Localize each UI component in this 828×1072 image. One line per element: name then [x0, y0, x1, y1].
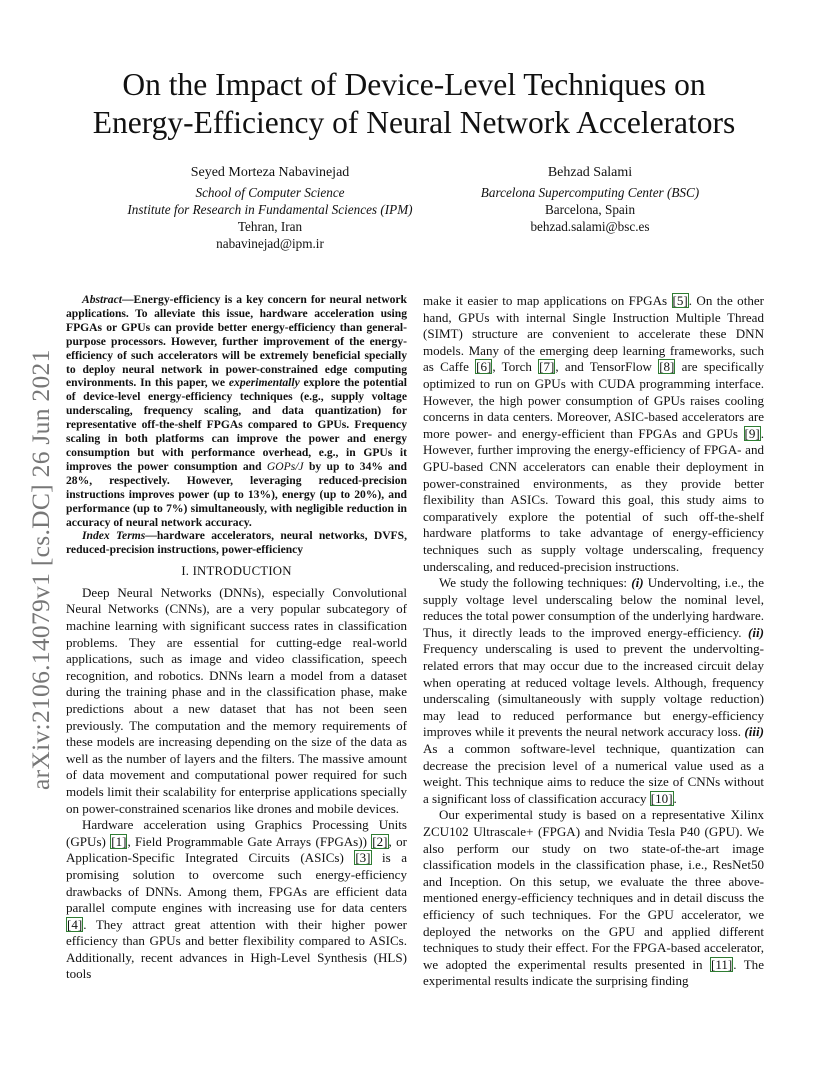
index-terms: Index Terms—hardware accelerators, neural networks, DVFS, reduced-precision instructions, power-efficiency: [66, 529, 407, 557]
author-name: Behzad Salami: [547, 165, 633, 180]
technique-marker: (i): [631, 575, 644, 591]
author-institution: Barcelona Supercomputing Center (BSC): [480, 185, 700, 200]
citation-link[interactable]: [5]: [672, 293, 688, 308]
arxiv-sidebar: [26, 290, 56, 790]
citation-link[interactable]: [6]: [476, 359, 492, 375]
author-block-2: [455, 164, 725, 235]
author-email[interactable]: behzad.salami@bsc.es: [530, 219, 650, 234]
author-name: Seyed Morteza Nabavinejad: [190, 165, 350, 180]
abstract: Abstract—Energy-efficiency is a key concern for neural network applications. To alleviate this issue, hardware acceleration using FPGAs or GPUs can provide better energy-efficiency than general-purpose processors. However, further improvement of the energy-efficiency of such accelerators will be extremely beneficial specially to deploy neural network in power-constrained edge computing environments. In this paper, we experimentally explore the potential of device-level energy-efficiency techniques (e.g., supply voltage underscaling, frequency scaling, and data quantization) for representative off-the-shelf FPGAs compared to GPUs. Frequency scaling in both platforms can improve the power and energy consumption but with performance overhead, e.g., in GPUs it improves the power consumption and GOPs/J by up to 34% and 28%, respectively. However, leveraging reduced-precision instructions improves power (up to 13%), energy (up to 20%), and performance (up to 7%) simultaneously, with negligible reduction in accuracy of neural network accuracy.: [66, 293, 407, 529]
right-column: [423, 293, 764, 990]
title-line-1: On the Impact of Device-Level Techniques on: [122, 67, 706, 102]
citation-link[interactable]: [2]: [372, 833, 388, 849]
left-column: [66, 293, 407, 983]
author-institution: Institute for Research in Fundamental Sciences (IPM): [127, 202, 413, 217]
author-email[interactable]: nabavinejad@ipm.ir: [216, 236, 324, 251]
intro-paragraph-4: Our experimental study is based on a representative Xilinx ZCU102 Ultrascale+ (FPGA) and Nvidia Tesla P40 (GPU). We also perform our study on two state-of-the-art image classification models in the classification phase, i.e., ResNet50 and Inception. On this setup, we evaluate the three above-mentioned energy-efficiency techniques and in detail discuss the efficiency of such techniques. For the GPU accelerator, we deployed the networks on the GPU and applied different techniques to study their effect. For the FPGA-based accelerator, we adopted the experimental results presented in [11]. The experimental results indicate the surprising finding: [423, 807, 765, 989]
intro-paragraph-2: Hardware acceleration using Graphics Processing Units (GPUs) [1], Field Programmable Gate Arrays (FPGAs)) [2], or Application-Specific Integrated Circuits (ASICs) [3] is a promising solution to overcome such energy-efficiency drawbacks of DNNs. Among them, FPGAs are efficient data parallel compute engines with increasing use for data centers [4]. They attract great attention with their higher power efficiency than GPUs and better flexibility compared to ASICs. Additionally, recent advances in High-Level Synthesis (HLS) tools: [66, 817, 407, 982]
citation-link[interactable]: [3]: [355, 850, 371, 866]
citation-link[interactable]: [7]: [539, 359, 555, 375]
intro-paragraph-1: Deep Neural Networks (DNNs), especially Convolutional Neural Networks (CNNs), are a very popular subcategory of machine learning with significant success rates in classification problems. They are essential for cutting-edge real-world applications, such as image and video classification, speech recognition, and robotics. DNNs learn a model from a dataset during the training phase and in the classification phase, make predictions about a new dataset that has not been seen previously. The computation and the memory requirements of these models are increasing depending on the size of the data as well as the number of layers and the filters. The massive amount of data movement and computational power required for such models limit their scalability for enterprise applications specially on power-constrained scenarios like drones and mobile devices.: [66, 584, 407, 816]
abstract-math: GOPs/J: [266, 459, 304, 473]
citation-link[interactable]: [1]: [111, 833, 127, 849]
abstract-label: Abstract: [82, 293, 122, 306]
author-location: Tehran, Iran: [237, 219, 303, 234]
section-heading: I. INTRODUCTION: [181, 564, 292, 579]
index-terms-label: Index Terms: [82, 529, 146, 543]
intro-paragraph-2-cont: make it easier to map applications on FPGAs [5]. On the other hand, GPUs with internal Single Instruction Multiple Thread (SIMT) structure are convenient to accelerate these DNN models. Many of the emerging deep learning frameworks, such as Caffe [6], Torch [7], and TensorFlow [8] are specifically optimized to run on GPUs with CUDA programming interface. However, the high power consumption of GPUs raises cooling concerns in data centers. Moreover, ASIC-based accelerators are more power- and energy-efficient than FPGAs and GPUs [9]. However, further improving the energy-efficiency of FPGA- and GPU-based CNN accelerators can enable their deployment in power-constrained environments, as they provide better flexibility than ASICs. Toward this goal, this study aims to comparatively explore the potential of such off-the-shelf hardware platforms to take advantage of energy-efficiency techniques such as supply voltage underscaling, frequency underscaling, and reduced-precision instructions.: [423, 293, 764, 574]
technique-marker: (iii): [744, 724, 764, 740]
title-line-2: Energy-Efficiency of Neural Network Accelerators: [92, 105, 736, 140]
arxiv-identifier: arXiv:2106.14079v1 [cs.DC] 26 Jun 2021: [26, 349, 55, 790]
technique-marker: (ii): [748, 624, 764, 640]
author-location: Barcelona, Spain: [544, 202, 636, 217]
author-department: School of Computer Science: [195, 185, 345, 200]
author-block-1: [100, 164, 440, 252]
abstract-emphasis: experimentally: [228, 376, 300, 390]
paper-title: [40, 66, 788, 142]
citation-link[interactable]: [9]: [744, 425, 760, 441]
citation-link[interactable]: [10]: [650, 790, 673, 806]
citation-link[interactable]: [11]: [710, 956, 733, 972]
intro-paragraph-3: We study the following techniques: (i) Undervolting, i.e., the supply voltage level underscaling below the nominal level, reduces the total power consumption of the underlying hardware. Thus, it directly leads to the improved energy-efficiency. (ii) Frequency underscaling is used to prevent the undervolting-related errors that may occur due to the increased circuit delay when operating at reduced voltage levels. Although, frequency underscaling (simultaneously with supply voltage reduction) may lead to reduced performance but energy-efficiency improves while it prevents the neural network accuracy loss. (iii) As a common software-level technique, quantization can decrease the precision level of a numerical value used as a weight. This technique aims to reduce the size of CNNs without a significant loss of classification accuracy [10].: [423, 575, 764, 806]
citation-link[interactable]: [4]: [67, 916, 83, 932]
citation-link[interactable]: [8]: [659, 359, 675, 375]
